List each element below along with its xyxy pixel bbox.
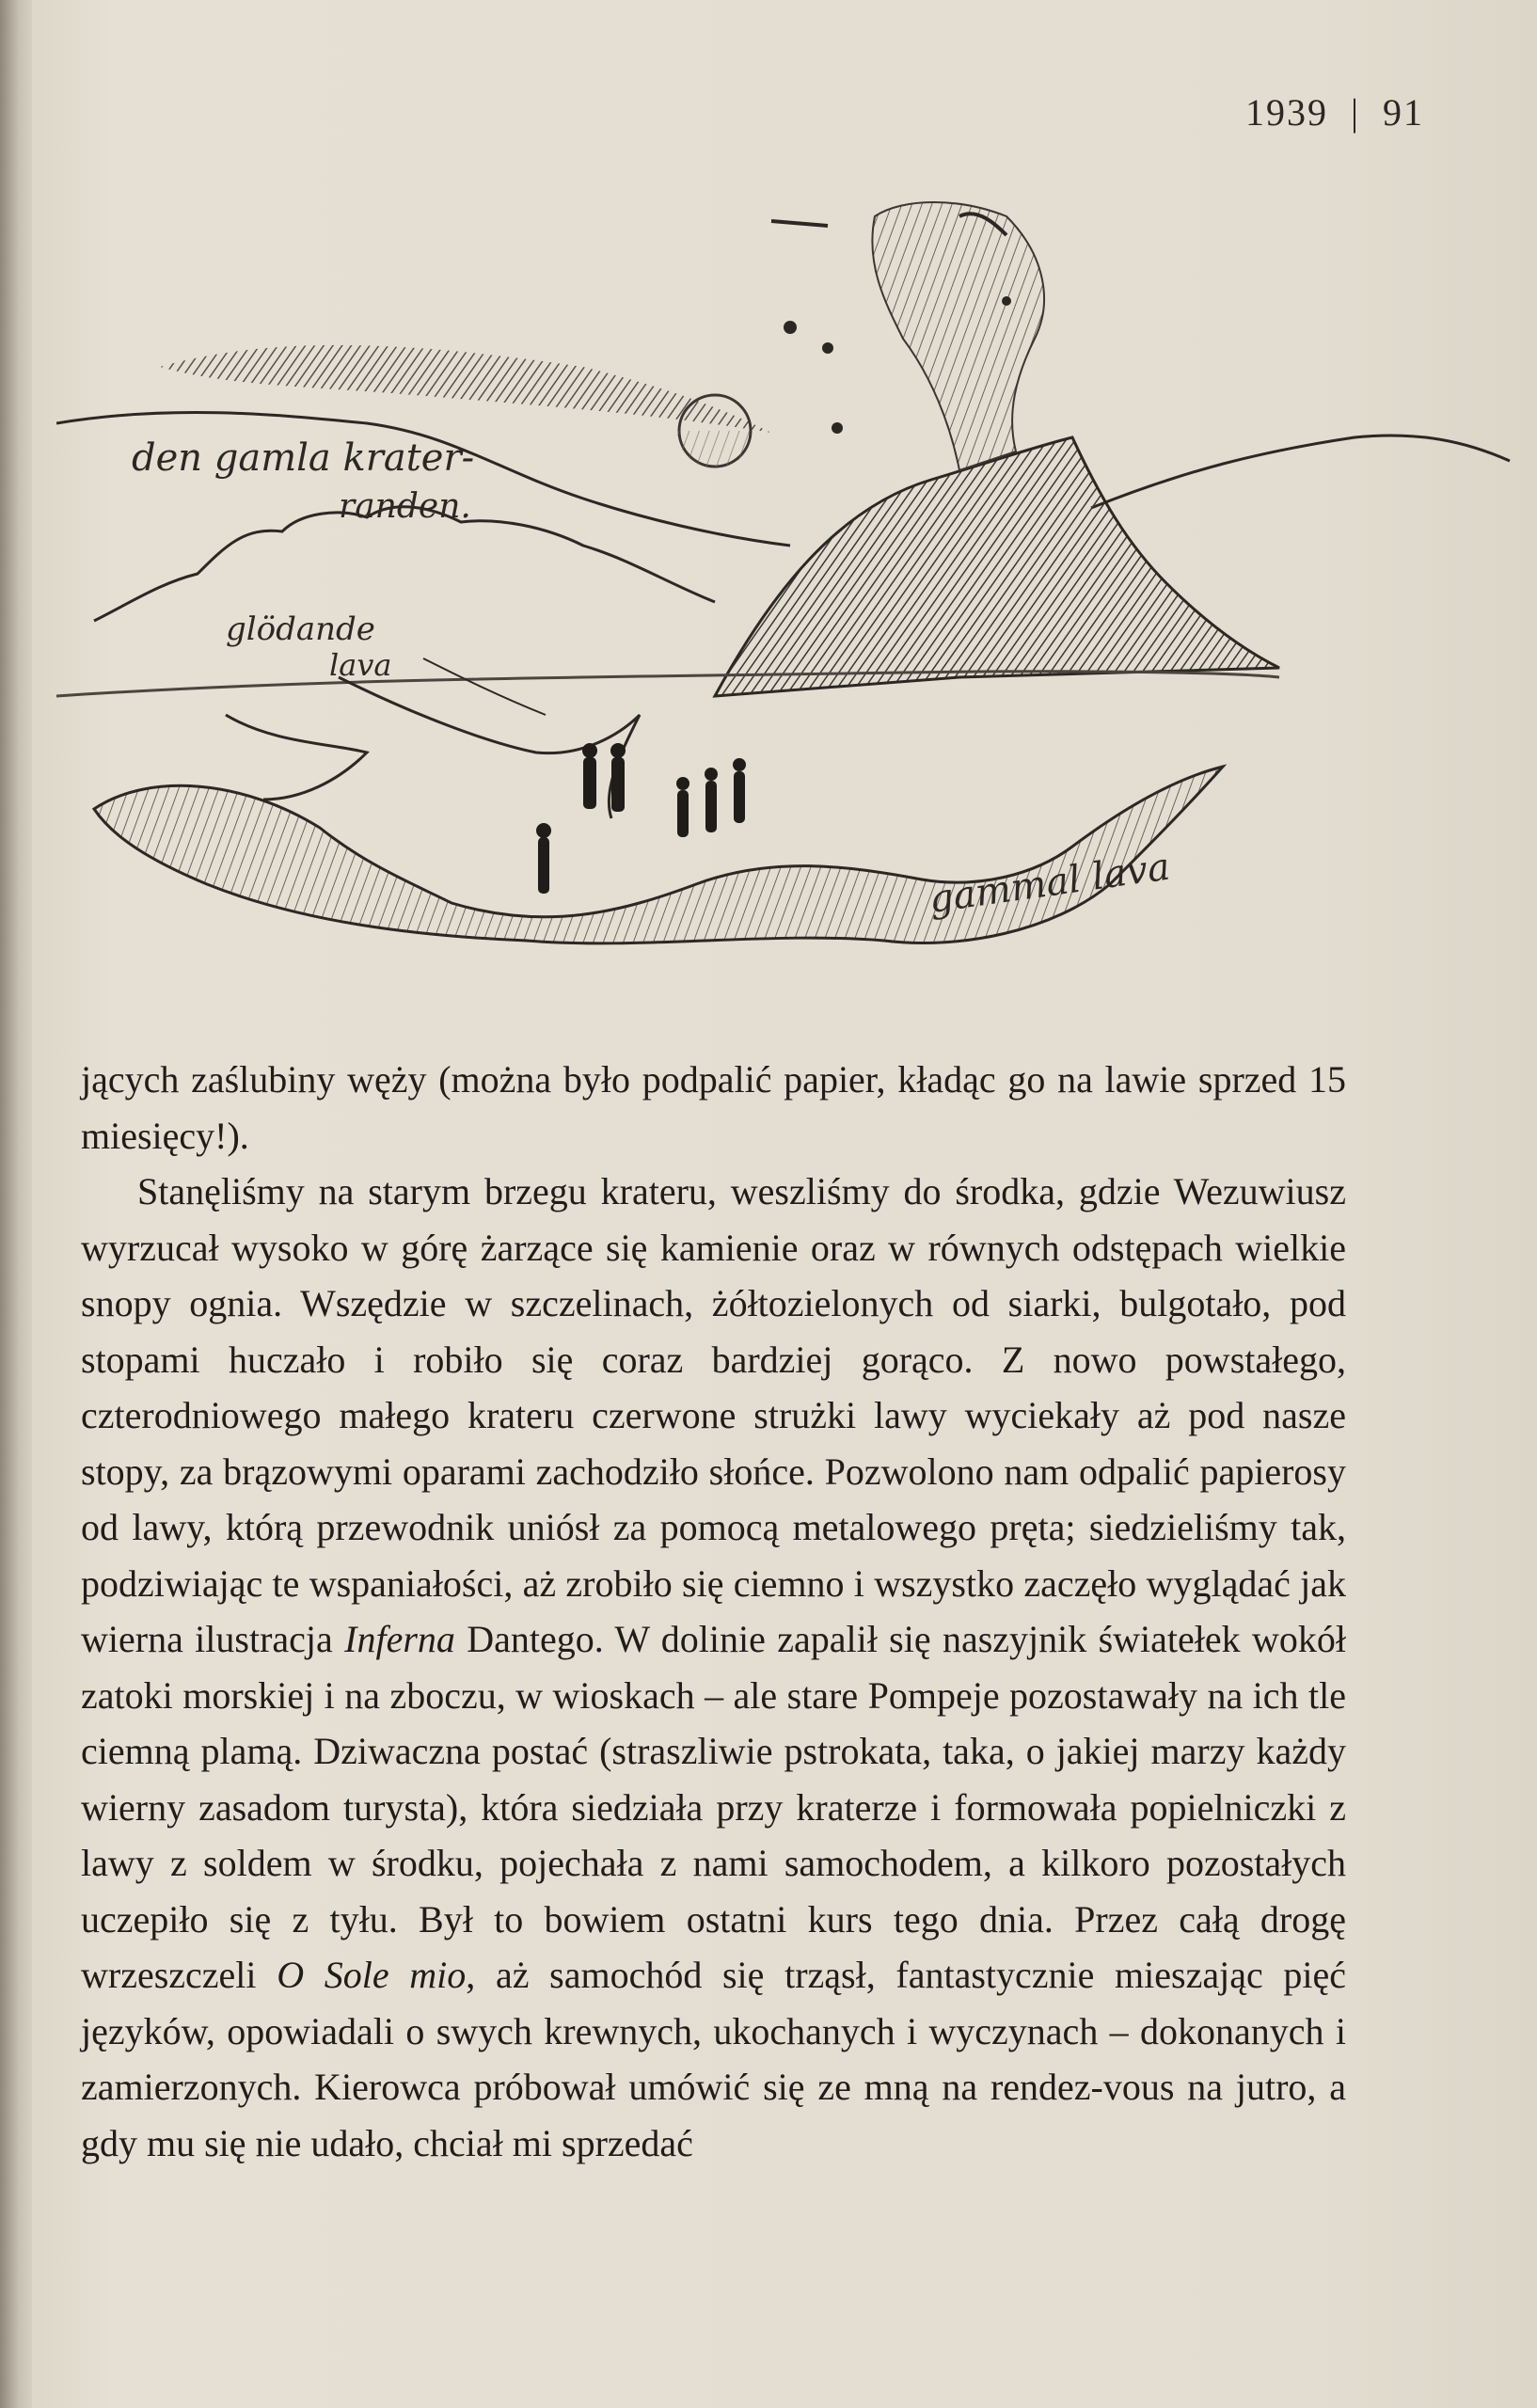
paragraph-2 xyxy=(81,1164,1346,2171)
label-old-crater-rim-1: den gamla krater- xyxy=(132,436,475,480)
paragraph-1: jących zaślubiny węży (można było podpalić papier, kładąc go na lawie sprzed 15 miesięcy!). xyxy=(81,1058,1346,1157)
horizon xyxy=(56,672,1279,696)
eruption-plume xyxy=(872,202,1044,470)
italic-inferna: Inferna xyxy=(344,1618,455,1660)
label-old-lava: gammal lava xyxy=(926,845,1173,922)
volcano-sketch-figure xyxy=(56,188,1524,959)
italic-o-sole-mio: O Sole mio xyxy=(277,1954,467,1996)
old-lava-field xyxy=(94,767,1223,943)
distant-ridge xyxy=(1091,436,1510,508)
label-glowing-lava-1: glödande xyxy=(226,610,375,648)
header-year: 1939 xyxy=(1244,91,1328,134)
running-header xyxy=(1245,90,1424,135)
body-text xyxy=(81,1052,1346,2171)
paragraph-2-part-2: Dantego. W dolinie zapalił się naszyjnik światełek wokół zatoki morskiej i na zboczu, w wioskach – ale stare Pompeje pozostawały na ich tle ciemną plamą. Dziwaczna postać (straszliwie pstrokata, taka, o jakiej marzy każdy wierny zasadom turysta), która siedziała przy kraterze i formowała popielniczki z lawy z soldem w środku, pojechała z nami samochodem, a kilkoro pozostałych uczepiło się z tyłu. Był to bowiem ostatni kurs tego dnia. Przez całą drogę wrzeszczeli xyxy=(81,1618,1346,1996)
header-separator: | xyxy=(1350,91,1360,134)
book-binding-edge xyxy=(0,0,32,2408)
label-old-crater-rim-2: randen. xyxy=(339,487,471,526)
paragraph-2-part-1: Stanęliśmy na starym brzegu krateru, weszliśmy do środka, gdzie Wezuwiusz wyrzucał wysoko w górę żarzące się kamienie oraz w równych odstępach wielkie snopy ognia. Wszędzie w szczelinach, żółtozielonych od siarki, bulgotało, pod stopami huczało i robiło się coraz bardziej gorąco. Z nowo powstałego, czterodniowego małego krateru czerwone strużki lawy wyciekały aż pod nasze stopy, za brązowymi oparami zachodziło słońce. Pozwolono nam odpalić papierosy od lawy, którą przewodnik uniósł za pomocą metalowego pręta; siedzieliśmy tak, podziwiając te wspaniałości, aż zrobiło się ciemno i wszystko zaczęło wyglądać jak wierna ilustracja xyxy=(81,1170,1346,1660)
page-number: 91 xyxy=(1383,91,1424,134)
volcano-sketch xyxy=(56,188,1524,959)
label-glowing-lava-2: lava xyxy=(329,647,392,683)
paragraph-2-part-3: , aż samochód się trząsł, fantastycznie mieszając pięć języków, opowiadali o swych krewnych, ukochanych i wyczynach – dokonanych i zamierzonych. Kierowca próbował umówić się ze mną na rendez-vous na jutro, a gdy mu się nie udało, chciał mi sprzedać xyxy=(81,1954,1346,2164)
volcano-cone xyxy=(715,437,1279,696)
people-figures xyxy=(536,743,746,894)
